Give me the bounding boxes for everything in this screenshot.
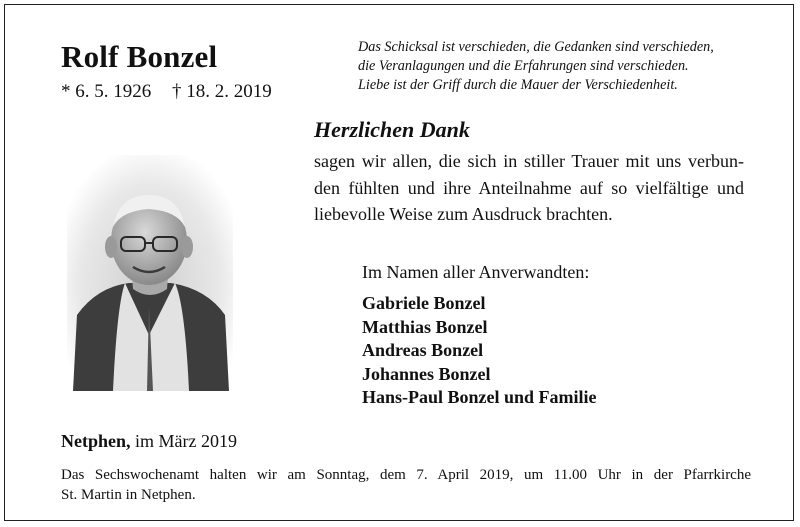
thanks-text: [314, 148, 744, 228]
thanks-line: liebevolle Weise zum Ausdruck brachten.: [314, 204, 613, 224]
death-date: † 18. 2. 2019: [172, 81, 272, 102]
quote-line: Liebe ist der Griff durch die Mauer der Verschiedenheit.: [358, 77, 678, 93]
signer-name: Gabriele Bonzel: [362, 293, 486, 313]
portrait-illustration: [67, 155, 233, 391]
place-date: im März 2019: [135, 431, 237, 451]
quote-line: die Veranlagungen und die Erfahrungen sind verschieden.: [358, 58, 689, 74]
thanks-heading: Herzlichen Dank: [314, 117, 470, 142]
signer-name: Hans-Paul Bonzel und Familie: [362, 387, 597, 407]
memorial-quote: [358, 38, 714, 95]
signer-name: Johannes Bonzel: [362, 363, 491, 384]
signer-name: Andreas Bonzel: [362, 340, 484, 360]
notice-line: Das Sechswochenamt halten wir am Sonntag, dem 7. April 2019, um 11.00 Uhr in der Pfarrkirche: [61, 467, 751, 483]
place-town: Netphen,: [61, 431, 131, 451]
deceased-name: Rolf Bonzel: [61, 39, 218, 74]
quote-line: Das Schicksal ist verschieden, die Gedanken sind verschieden,: [358, 39, 714, 55]
obituary-card: [4, 4, 794, 521]
birth-date: * 6. 5. 1926: [61, 81, 152, 102]
signoff-intro: Im Namen aller Anverwandten:: [362, 262, 590, 282]
portrait-photo: [67, 155, 233, 391]
thanks-line: sagen wir allen, die sich in stiller Trauer mit uns verbun-: [314, 151, 744, 171]
place-and-date: [61, 431, 237, 452]
signer-name: Matthias Bonzel: [362, 316, 488, 337]
service-notice: [61, 465, 751, 505]
thanks-line: den fühlten und ihre Anteilnahme auf so vielfältige und: [314, 177, 744, 198]
notice-line: St. Martin in Netphen.: [61, 487, 196, 503]
signers-list: [362, 292, 597, 410]
life-dates: [61, 81, 272, 103]
